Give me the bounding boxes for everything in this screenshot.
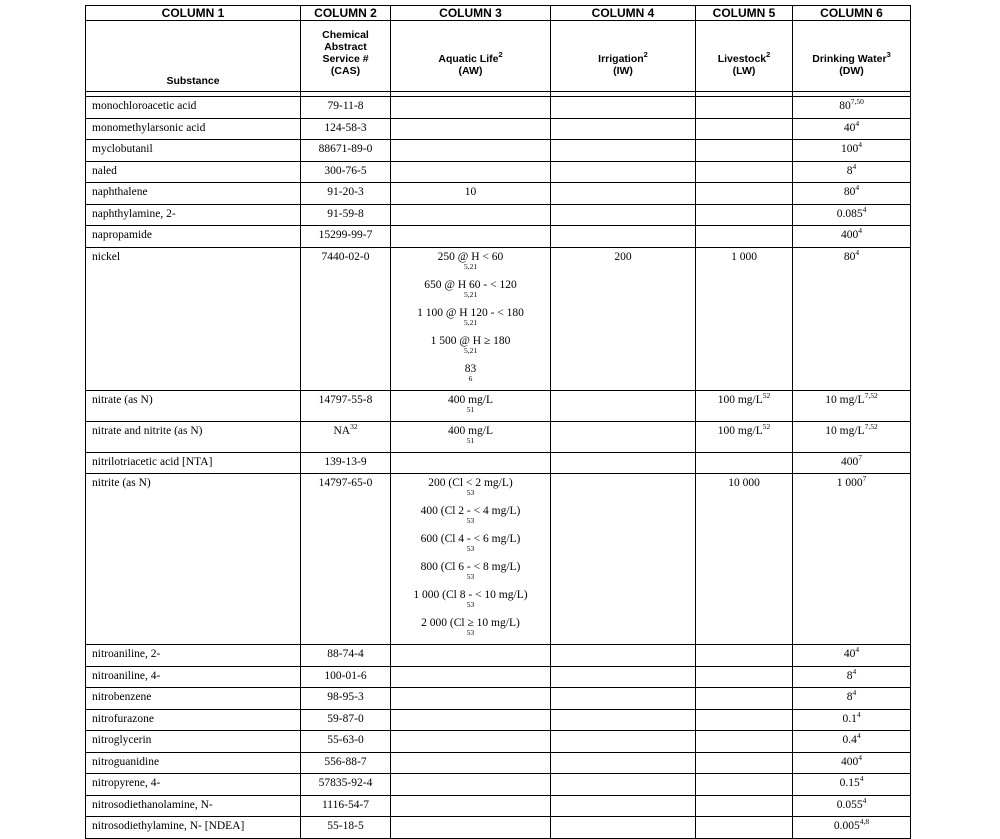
cell-text: 0.15 [839, 777, 860, 789]
cell-text: nitrosodiethylamine, N- [NDEA] [92, 820, 245, 832]
cas-cell [301, 140, 391, 162]
irrigation-cell [551, 474, 696, 645]
cell-text: 91-20-3 [327, 186, 364, 198]
cell-text: NA [333, 424, 351, 437]
irrigation-cell [551, 140, 696, 162]
aquatic-life-cell [391, 161, 551, 183]
drinking-water-cell [793, 817, 911, 839]
cas-cell [301, 817, 391, 839]
cell-text: 80 [839, 100, 851, 112]
cell-text: 40 [843, 648, 856, 660]
aquatic-life-cell [391, 390, 551, 421]
substance-cell [86, 118, 301, 140]
cas-cell [301, 390, 391, 421]
substance-cell [86, 688, 301, 710]
cell-text: 10 mg/L [825, 393, 865, 406]
livestock-cell [696, 421, 793, 452]
cell-text: nitrilotriacetic acid [NTA] [92, 455, 213, 468]
drinking-water-cell [793, 774, 911, 796]
cell-text: 55-63-0 [327, 734, 364, 746]
drinking-water-cell [793, 709, 911, 731]
drinking-water-cell [793, 474, 911, 645]
footnote-ref: 4 [856, 709, 861, 719]
table-row [86, 421, 911, 452]
aquatic-life-line [395, 476, 546, 504]
aquatic-life-line [395, 185, 546, 199]
cell-text: naphthylamine, 2- [92, 207, 176, 220]
cell-text: nickel [92, 250, 121, 263]
table-body [86, 97, 911, 839]
footnote-ref: 4 [852, 161, 857, 171]
cell-text: 600 (Cl 4 - < 6 mg/L) [420, 533, 521, 545]
aquatic-life-line [395, 532, 546, 560]
table-row [86, 688, 911, 710]
substance-cell [86, 161, 301, 183]
aquatic-life-cell [391, 247, 551, 390]
footnote-ref: 7 [862, 474, 867, 483]
cas-cell [301, 731, 391, 753]
cell-text: 556-88-7 [324, 755, 367, 768]
cell-text: 0.1 [842, 712, 857, 725]
cell-text: 10 mg/L [825, 424, 865, 437]
table-row [86, 709, 911, 731]
cell-text: nitrofurazone [92, 712, 154, 725]
cell-text: 83 [464, 362, 477, 375]
cell-text: 88671-89-0 [318, 143, 373, 155]
cell-text: 40 [843, 121, 856, 134]
livestock-cell [696, 183, 793, 205]
drinking-water-cell [793, 204, 911, 226]
cell-text: 8 [846, 669, 853, 682]
irrigation-cell [551, 161, 696, 183]
column-number: COLUMN 2 [301, 6, 391, 21]
cell-text: 200 (Cl < 2 mg/L) [428, 477, 513, 489]
irrigation-cell [551, 774, 696, 796]
cell-text: 1 500 @ H ≥ 180 [430, 334, 511, 347]
cell-text: 91-59-8 [327, 207, 364, 220]
cell-text: nitroaniline, 2- [92, 648, 161, 660]
livestock-cell [696, 709, 793, 731]
footnote-ref: 53 [466, 628, 475, 637]
aquatic-life-line [395, 278, 546, 306]
column-number: COLUMN 6 [793, 6, 911, 21]
irrigation-cell [551, 688, 696, 710]
cas-cell [301, 204, 391, 226]
header-drinking-water: Drinking Water$^3$ (DW) [793, 21, 911, 92]
cell-text: 100 [841, 143, 859, 155]
table-row [86, 97, 911, 119]
footnote-ref: 4 [852, 666, 857, 676]
drinking-water-cell [793, 752, 911, 774]
substance-cell [86, 390, 301, 421]
table-row [86, 752, 911, 774]
table-row [86, 774, 911, 796]
aquatic-life-line [395, 306, 546, 334]
header-livestock: Livestock$^2$ (LW) [696, 21, 793, 92]
cell-text: naphthalene [92, 186, 148, 198]
cas-cell [301, 709, 391, 731]
aquatic-life-cell [391, 421, 551, 452]
livestock-cell [696, 452, 793, 474]
footnote-ref: 53 [466, 516, 475, 525]
cell-text: 400 [841, 229, 859, 241]
substance-cell [86, 645, 301, 667]
drinking-water-cell [793, 118, 911, 140]
irrigation-cell [551, 645, 696, 667]
table-row [86, 226, 911, 248]
footnote-ref: 4 [855, 247, 860, 257]
cell-text: 250 @ H < 60 [437, 250, 504, 263]
cell-text: 0.4 [842, 734, 857, 746]
table-row [86, 645, 911, 667]
footnote-ref: 52 [762, 390, 771, 400]
cell-text: 55-18-5 [327, 820, 364, 832]
footnote-ref: 5,21 [463, 261, 478, 271]
footnote-ref: 4 [862, 204, 867, 214]
drinking-water-cell [793, 161, 911, 183]
header-irrigation: Irrigation$^2$ (IW) [551, 21, 696, 92]
table-row [86, 795, 911, 817]
cell-text: 8 [846, 691, 853, 703]
cas-cell [301, 161, 391, 183]
aquatic-life-cell [391, 118, 551, 140]
cas-cell [301, 666, 391, 688]
footnote-ref: 4 [858, 226, 862, 235]
cell-text: 80 [843, 186, 856, 198]
cell-text: 15299-99-7 [318, 229, 373, 241]
cell-text: 80 [843, 250, 856, 263]
substance-cell [86, 666, 301, 688]
cell-text: 57835-92-4 [318, 777, 373, 789]
aquatic-life-cell [391, 452, 551, 474]
aquatic-life-line [395, 334, 546, 362]
header-cas: Chemical Abstract Service # (CAS) [301, 21, 391, 92]
substance-cell [86, 226, 301, 248]
aquatic-life-line [395, 588, 546, 616]
cell-text: 59-87-0 [327, 712, 364, 725]
irrigation-cell [551, 795, 696, 817]
footnote-ref: 4 [858, 140, 862, 149]
cas-cell [301, 752, 391, 774]
irrigation-cell [551, 452, 696, 474]
column-number: COLUMN 4 [551, 6, 696, 21]
cell-text: nitroguanidine [92, 755, 160, 768]
footnote-ref: 7,52 [864, 421, 878, 431]
aquatic-life-line [395, 504, 546, 532]
footnote-ref: 4 [855, 118, 860, 128]
cell-text: 650 @ H 60 - < 120 [424, 278, 517, 291]
footnote-ref: 5,21 [463, 317, 478, 327]
livestock-cell [696, 118, 793, 140]
footnote-ref: 32 [350, 421, 358, 431]
footnote-ref: 53 [466, 572, 475, 581]
cas-cell [301, 97, 391, 119]
drinking-water-cell [793, 688, 911, 710]
cell-text: 7440-02-0 [321, 250, 370, 263]
aquatic-life-cell [391, 97, 551, 119]
irrigation-cell [551, 97, 696, 119]
table-row [86, 140, 911, 162]
cell-text: 1 000 [836, 477, 863, 489]
irrigation-cell [551, 709, 696, 731]
column-number: COLUMN 5 [696, 6, 793, 21]
cell-text: nitrite (as N) [92, 477, 151, 489]
column-number: COLUMN 1 [86, 6, 301, 21]
drinking-water-cell [793, 140, 911, 162]
aquatic-life-line [395, 250, 546, 278]
aquatic-life-line [395, 362, 546, 390]
livestock-cell [696, 817, 793, 839]
table-row [86, 204, 911, 226]
table-row [86, 247, 911, 390]
substance-cell [86, 97, 301, 119]
table-row [86, 118, 911, 140]
irrigation-cell [551, 183, 696, 205]
drinking-water-cell [793, 452, 911, 474]
substance-cell [86, 183, 301, 205]
header-substance: Substance [86, 21, 301, 92]
irrigation-cell [551, 752, 696, 774]
aquatic-life-cell [391, 688, 551, 710]
footnote-ref: 5,21 [463, 345, 478, 355]
substance-cell [86, 247, 301, 390]
cas-cell [301, 474, 391, 645]
substance-cell [86, 774, 301, 796]
cell-text: 300-76-5 [324, 164, 367, 177]
footnote-ref: 7,52 [864, 390, 878, 400]
aquatic-life-cell [391, 183, 551, 205]
cell-text: 200 [614, 250, 632, 263]
livestock-cell [696, 140, 793, 162]
livestock-cell [696, 795, 793, 817]
cell-text: 400 mg/L [447, 424, 494, 437]
aquatic-life-cell [391, 752, 551, 774]
aquatic-life-cell [391, 645, 551, 667]
footnote-ref: 4 [862, 795, 867, 805]
aquatic-life-cell [391, 666, 551, 688]
aquatic-life-line [395, 616, 546, 644]
footnote-ref: 53 [466, 600, 475, 609]
aquatic-life-cell [391, 226, 551, 248]
irrigation-cell [551, 421, 696, 452]
cas-cell [301, 247, 391, 390]
cas-cell [301, 183, 391, 205]
cas-cell [301, 118, 391, 140]
irrigation-cell [551, 247, 696, 390]
livestock-cell [696, 390, 793, 421]
livestock-cell [696, 247, 793, 390]
drinking-water-cell [793, 666, 911, 688]
livestock-cell [696, 731, 793, 753]
irrigation-cell [551, 390, 696, 421]
footnote-ref: 5,21 [463, 289, 478, 299]
livestock-cell [696, 688, 793, 710]
footnote-ref: 7,50 [850, 97, 864, 106]
footnote-ref: 6 [468, 373, 473, 383]
cell-text: monochloroacetic acid [92, 100, 197, 112]
aquatic-life-line [395, 424, 546, 452]
irrigation-cell [551, 731, 696, 753]
cell-text: 10 000 [728, 477, 760, 489]
substance-cell [86, 752, 301, 774]
cell-text: 400 [841, 755, 859, 768]
cell-text: myclobutanil [92, 143, 153, 155]
aquatic-life-line [395, 393, 546, 421]
aquatic-life-line [395, 560, 546, 588]
standards-table [85, 5, 911, 839]
cell-text: nitroglycerin [92, 734, 152, 746]
irrigation-cell [551, 204, 696, 226]
footnote-ref: 51 [466, 404, 475, 414]
substance-cell [86, 140, 301, 162]
irrigation-cell [551, 817, 696, 839]
cell-text: napropamide [92, 229, 153, 241]
footnote-ref: 4 [858, 752, 862, 762]
cell-text: 14797-55-8 [318, 393, 373, 406]
column-number: COLUMN 3 [391, 6, 551, 21]
aquatic-life-cell [391, 774, 551, 796]
cell-text: 124-58-3 [324, 121, 367, 134]
livestock-cell [696, 752, 793, 774]
table-row [86, 390, 911, 421]
footnote-ref: 52 [762, 421, 771, 431]
footnote-ref: 7 [858, 452, 862, 462]
cell-text: 100 mg/L [717, 424, 763, 437]
cell-text: 100 mg/L [717, 393, 763, 406]
cell-text: 14797-65-0 [318, 477, 373, 489]
cell-text: 139-13-9 [324, 455, 367, 468]
cell-text: 0.055 [836, 798, 863, 811]
aquatic-life-cell [391, 474, 551, 645]
cell-text: 400 [841, 455, 859, 468]
aquatic-life-cell [391, 795, 551, 817]
table-row [86, 161, 911, 183]
table-row [86, 474, 911, 645]
livestock-cell [696, 161, 793, 183]
column-header-row [86, 21, 911, 92]
footnote-ref: 4 [855, 183, 860, 192]
livestock-cell [696, 666, 793, 688]
irrigation-cell [551, 666, 696, 688]
cell-text: 1116-54-7 [321, 798, 370, 811]
cell-text: nitrate and nitrite (as N) [92, 424, 203, 437]
cas-cell [301, 688, 391, 710]
livestock-cell [696, 645, 793, 667]
cell-text: 1 000 [731, 250, 757, 263]
cas-cell [301, 645, 391, 667]
substance-cell [86, 421, 301, 452]
cell-text: 79-11-8 [327, 100, 364, 112]
cell-text: 100-01-6 [324, 669, 367, 682]
footnote-ref: 4 [859, 774, 864, 783]
aquatic-life-cell [391, 731, 551, 753]
footnote-ref: 4 [852, 688, 857, 697]
substance-cell [86, 709, 301, 731]
drinking-water-cell [793, 183, 911, 205]
cas-cell [301, 421, 391, 452]
irrigation-cell [551, 226, 696, 248]
substance-cell [86, 795, 301, 817]
drinking-water-cell [793, 645, 911, 667]
table-row [86, 817, 911, 839]
substance-cell [86, 452, 301, 474]
drinking-water-cell [793, 226, 911, 248]
drinking-water-cell [793, 795, 911, 817]
footnote-ref: 53 [466, 488, 475, 497]
table-row [86, 183, 911, 205]
substance-cell [86, 731, 301, 753]
livestock-cell [696, 474, 793, 645]
cell-text: nitrate (as N) [92, 393, 153, 406]
table-row [86, 731, 911, 753]
cell-text: 800 (Cl 6 - < 8 mg/L) [420, 561, 521, 573]
cas-cell [301, 774, 391, 796]
cas-cell [301, 795, 391, 817]
footnote-ref: 4 [855, 645, 860, 654]
drinking-water-cell [793, 421, 911, 452]
cell-text: 1 000 (Cl 8 - < 10 mg/L) [413, 589, 528, 601]
cell-text: 2 000 (Cl ≥ 10 mg/L) [421, 617, 520, 629]
aquatic-life-cell [391, 140, 551, 162]
footnote-ref: 4 [856, 731, 861, 740]
livestock-cell [696, 774, 793, 796]
aquatic-life-cell [391, 817, 551, 839]
footnote-ref: 53 [466, 544, 475, 553]
drinking-water-cell [793, 390, 911, 421]
irrigation-cell [551, 118, 696, 140]
cell-text: 88-74-4 [327, 648, 364, 660]
substance-cell [86, 204, 301, 226]
cell-text: nitrosodiethanolamine, N- [92, 798, 213, 811]
footnote-ref: 51 [466, 435, 475, 445]
cell-text: nitropyrene, 4- [92, 777, 161, 789]
header-aquatic-life: Aquatic Life$^2$ (AW) [391, 21, 551, 92]
livestock-cell [696, 226, 793, 248]
cell-text: nitroaniline, 4- [92, 669, 161, 682]
livestock-cell [696, 97, 793, 119]
cell-text: monomethylarsonic acid [92, 121, 206, 134]
aquatic-life-cell [391, 204, 551, 226]
cell-text: 400 (Cl 2 - < 4 mg/L) [420, 505, 521, 517]
table-row [86, 452, 911, 474]
cas-cell [301, 226, 391, 248]
cas-cell [301, 452, 391, 474]
cell-text: 0.005 [833, 820, 860, 832]
substance-cell [86, 474, 301, 645]
cell-text: naled [92, 164, 117, 177]
drinking-water-cell [793, 247, 911, 390]
cell-text: 98-95-3 [327, 691, 364, 703]
drinking-water-cell [793, 731, 911, 753]
substance-cell [86, 817, 301, 839]
footnote-ref: 4,8 [859, 817, 870, 826]
cell-text: nitrobenzene [92, 691, 152, 703]
cell-text: 8 [846, 164, 853, 177]
drinking-water-cell [793, 97, 911, 119]
aquatic-life-cell [391, 709, 551, 731]
cell-text: 400 mg/L [447, 393, 494, 406]
column-number-row [86, 6, 911, 21]
cell-text: 1 100 @ H 120 - < 180 [417, 306, 524, 319]
cell-text: 0.085 [836, 207, 863, 220]
cell-text: 10 [464, 186, 477, 198]
livestock-cell [696, 204, 793, 226]
table-row [86, 666, 911, 688]
